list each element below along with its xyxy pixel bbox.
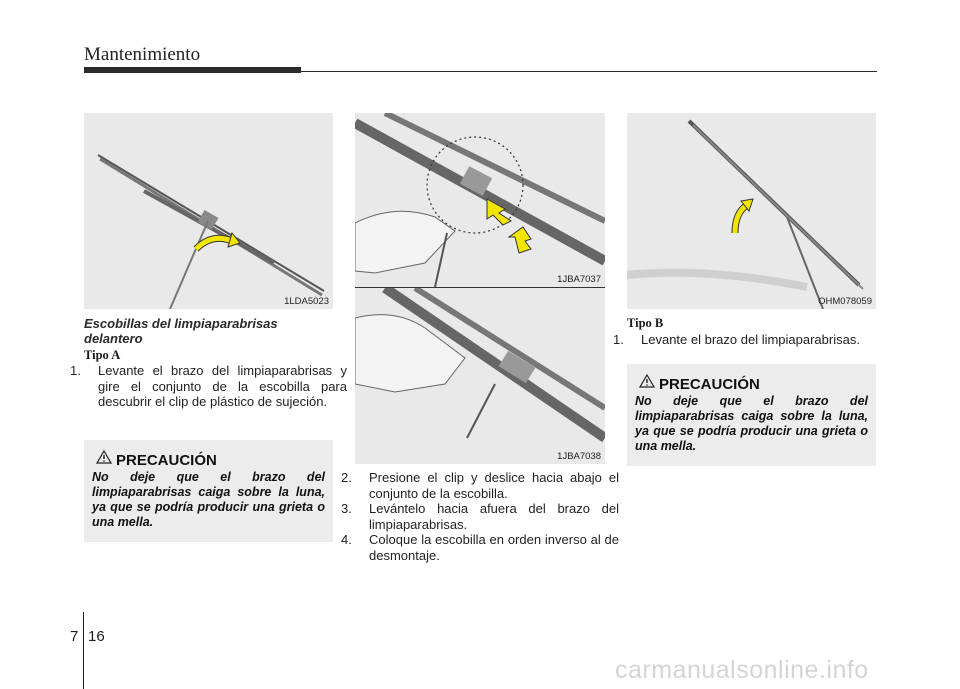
figure-code: 1LDA5023 [284, 296, 329, 307]
step-1-type-b [613, 332, 891, 348]
section-heading: Escobillas del limpiaparabrisas delantero [84, 316, 278, 346]
figure-code: 1JBA7037 [557, 274, 601, 285]
step-number: 1. [613, 332, 624, 347]
step-text: Coloque la escobilla en orden inverso al de desmontaje. [369, 532, 619, 563]
figure-code: OHM078059 [818, 296, 872, 307]
step-4 [341, 532, 619, 563]
step-2 [341, 470, 619, 501]
step-text: Levante el brazo del limpiaparabrisas. [641, 332, 860, 347]
header-bar [84, 67, 301, 73]
step-number: 3. [341, 501, 352, 516]
caution-box [627, 364, 876, 466]
wiper-illustration-3 [355, 288, 605, 464]
step-1 [70, 363, 347, 410]
caution-title: PRECAUCIÓN [659, 376, 760, 393]
wiper-illustration-1 [84, 113, 333, 309]
figure-wiper-arm-raised [84, 113, 333, 309]
step-text: Levántelo hacia afuera del brazo del limpiaparabrisas. [369, 501, 619, 532]
wiper-illustration-4 [627, 113, 876, 309]
figure-wiper-type-b [627, 113, 876, 309]
step-text: Presione el clip y deslice hacia abajo el conjunto de la escobilla. [369, 470, 619, 501]
footer-divider [83, 612, 84, 689]
type-label: Tipo A [84, 348, 121, 362]
warning-icon [96, 450, 112, 464]
page-number: 16 [88, 628, 105, 645]
header-rule [301, 71, 877, 72]
step-3 [341, 501, 619, 532]
step-number: 4. [341, 532, 352, 547]
caution-text: No deje que el brazo del limpiaparabrisas caiga sobre la luna, ya que se podría producir una grieta o una mella. [92, 470, 325, 529]
caution-title: PRECAUCIÓN [116, 452, 217, 469]
caution-text: No deje que el brazo del limpiaparabrisas caiga sobre la luna, ya que se podría producir una grieta o una mella. [635, 394, 868, 453]
step-number: 2. [341, 470, 352, 485]
warning-icon [639, 374, 655, 388]
step-number: 1. [70, 363, 81, 378]
wiper-illustration-2 [355, 113, 605, 287]
step-text: Levante el brazo del limpiaparabrisas y gire el conjunto de la escobilla para descubrir el clip de plástico de sujeción. [98, 363, 347, 409]
watermark-text: carmanualsonline.info [615, 656, 869, 684]
figure-clip-closeup [355, 113, 605, 287]
figure-code: 1JBA7038 [557, 451, 601, 462]
section-title: Mantenimiento [84, 44, 201, 65]
chapter-number: 7 [70, 628, 79, 645]
caution-box [84, 440, 333, 542]
type-label: Tipo B [627, 316, 664, 330]
figure-blade-removal [355, 288, 605, 464]
